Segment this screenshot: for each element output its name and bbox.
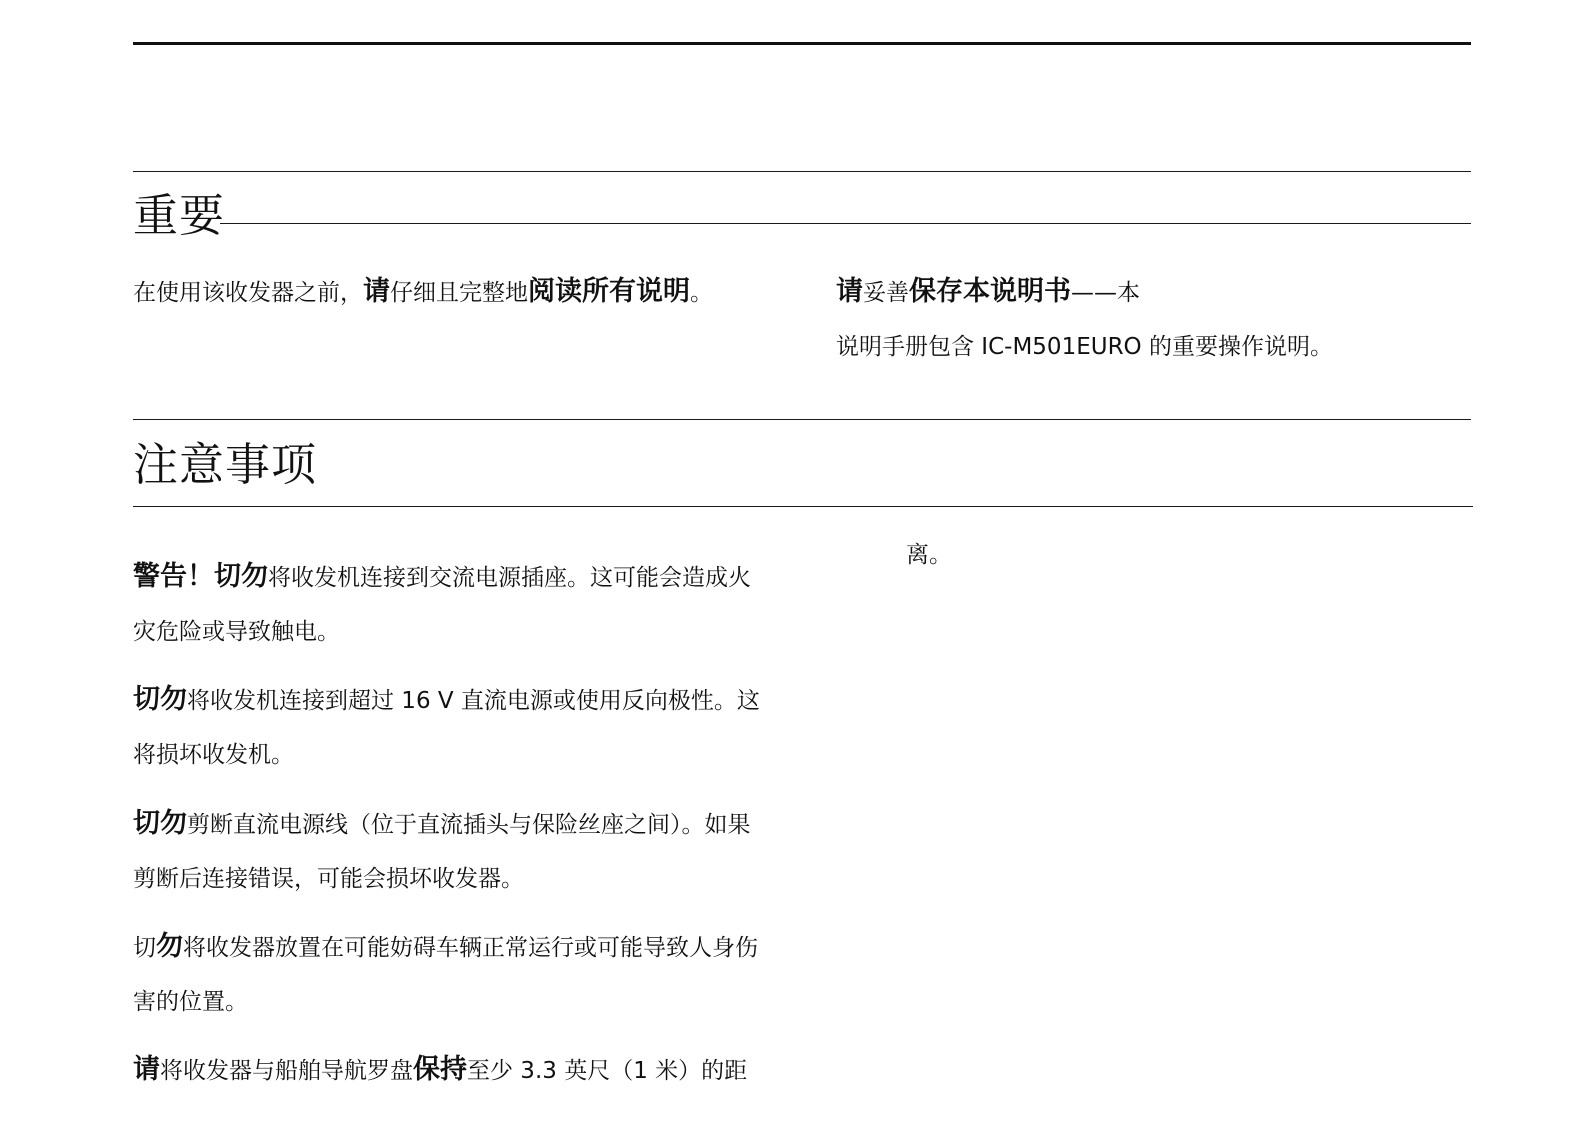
important-left-bold-read: 阅读所有说明 [528,276,690,307]
important-left-paragraph [133,265,793,320]
precaution-keep-5: 保持 [413,1054,467,1085]
precaution-cut-cable [133,797,773,906]
important-right-text-1: 妥善 [863,280,909,306]
section-rule-important-top [133,171,1471,172]
precaution-text-5a: 将收发器与船舶导航罗盘 [160,1058,413,1084]
important-right-line-2: 说明手册包含 IC-M501EURO 的重要操作说明。 [836,334,1333,360]
important-right-bold-keep: 保存本说明书 [909,276,1071,307]
important-left-text-3: 。 [690,280,713,306]
important-left-text-2: 仔细且完整地 [390,280,528,306]
precautions-heading: 注意事项 [133,438,318,491]
precaution-placement [133,920,773,1029]
important-heading: 重要 [133,189,226,242]
precaution-text-4: 将收发器放置在可能妨碍车辆正常运行或可能导致人身伤害的位置。 [133,935,758,1015]
precaution-right-continuation: 离。 [906,542,952,568]
precaution-dc-voltage [133,673,773,782]
section-rule-important-title [220,223,1471,224]
precaution-text-3: 剪断直流电源线（位于直流插头与保险丝座之间）。如果剪断后连接错误，可能会损坏收发器。 [133,812,751,892]
precaution-warning-label: 警告！ [133,561,214,592]
precaution-compass [133,1043,793,1098]
important-left-text-1: 在使用该收发器之前， [133,280,363,306]
top-rule [133,42,1471,45]
precaution-never-4: 勿 [156,931,183,962]
precaution-warning-ac [133,550,773,659]
important-right-bold-please: 请 [836,276,863,307]
precaution-please-5: 请 [133,1054,160,1085]
section-rule-precautions-bottom [133,506,1473,507]
important-right-text-2: ——本 [1071,280,1140,306]
precaution-text-2: 将收发机连接到超过 16 V 直流电源或使用反向极性。这将损坏收发机。 [133,688,760,768]
precaution-text-1: 将收发机连接到交流电源插座。这可能会造成火灾危险或导致触电。 [133,565,751,645]
section-rule-precautions-top [133,419,1471,420]
important-right-paragraph [836,265,1456,374]
precaution-never-1: 切勿 [214,561,268,592]
precaution-text-4a: 切 [133,935,156,961]
precaution-never-3: 切勿 [133,808,187,839]
precaution-text-5b: 至少 3.3 英尺（1 米）的距 [467,1058,748,1084]
precaution-never-2: 切勿 [133,684,187,715]
important-left-bold-please: 请 [363,276,390,307]
